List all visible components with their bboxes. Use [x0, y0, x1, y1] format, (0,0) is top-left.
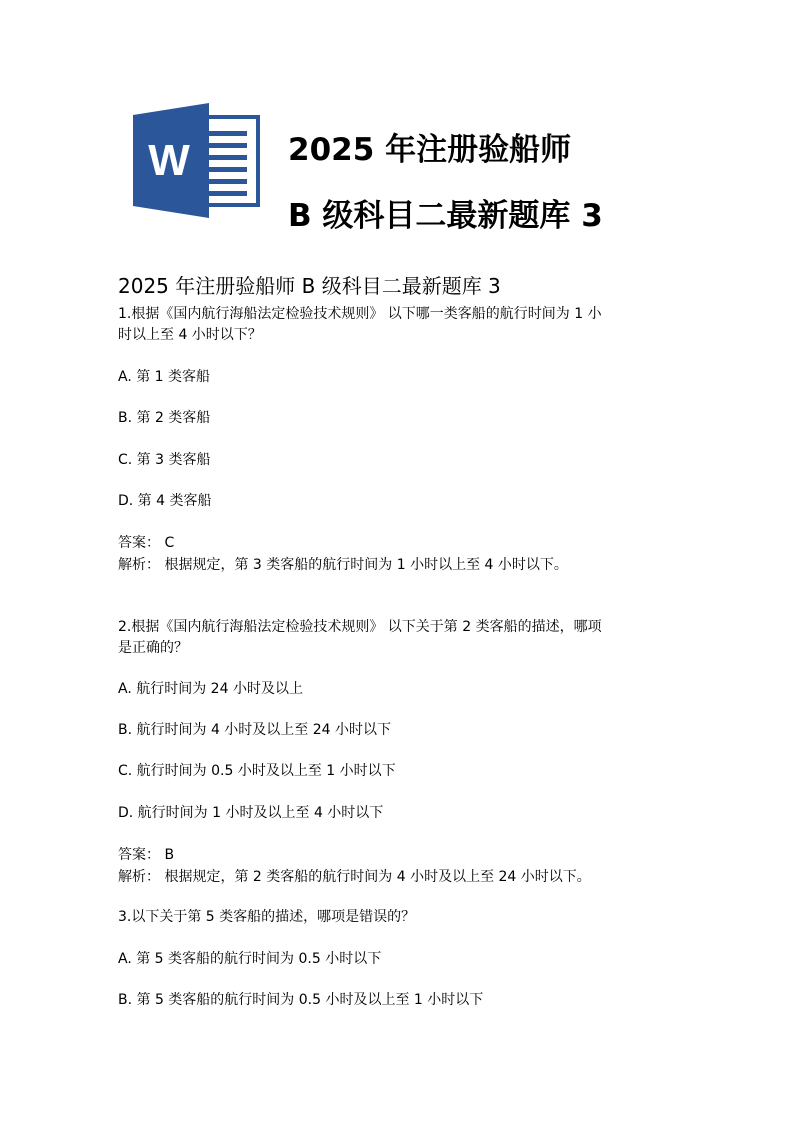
question-1-text-cont: 时以上至 4 小时以下？ [118, 327, 262, 343]
question-2-option-c: C. 航行时间为 0.5 小时及以上至 1 小时以下 [118, 763, 396, 779]
question-2-option-b: B. 航行时间为 4 小时及以上至 24 小时以下 [118, 722, 392, 738]
question-2-option-d: D. 航行时间为 1 小时及以上至 4 小时以下 [118, 805, 384, 821]
svg-text:W: W [148, 136, 190, 185]
question-1-option-b: B. 第 2 类客船 [118, 410, 211, 426]
question-3-text: 3.以下关于第 5 类客船的描述，哪项是错误的？ [118, 909, 416, 925]
cover-title-line2: B 级科目二最新题库 3 [288, 198, 603, 234]
question-2-answer: 答案： B [118, 847, 175, 863]
question-1-text: 1.根据《国内航行海船法定检验技术规则》 以下哪一类客船的航行时间为 1 小 [118, 306, 602, 322]
question-2-analysis: 解析： 根据规定，第 2 类客船的航行时间为 4 小时及以上至 24 小时以下。 [118, 869, 591, 885]
question-1-option-a: A. 第 1 类客船 [118, 369, 211, 385]
question-1-option-d: D. 第 4 类客船 [118, 493, 212, 509]
question-1-analysis: 解析： 根据规定，第 3 类客船的航行时间为 1 小时以上至 4 小时以下。 [118, 557, 568, 573]
question-3-option-b: B. 第 5 类客船的航行时间为 0.5 小时及以上至 1 小时以下 [118, 992, 484, 1008]
question-2-text: 2.根据《国内航行海船法定检验技术规则》 以下关于第 2 类客船的描述，哪项 [118, 619, 602, 635]
word-logo-icon [133, 103, 261, 218]
document-heading: 2025 年注册验船师 B 级科目二最新题库 3 [118, 274, 501, 298]
question-2-option-a: A. 航行时间为 24 小时及以上 [118, 681, 303, 697]
question-2-text-cont: 是正确的？ [118, 640, 188, 656]
cover-title-line1: 2025 年注册验船师 [288, 132, 572, 168]
question-1-option-c: C. 第 3 类客船 [118, 452, 211, 468]
question-1-answer: 答案： C [118, 535, 175, 551]
question-3-option-a: A. 第 5 类客船的航行时间为 0.5 小时以下 [118, 951, 382, 967]
